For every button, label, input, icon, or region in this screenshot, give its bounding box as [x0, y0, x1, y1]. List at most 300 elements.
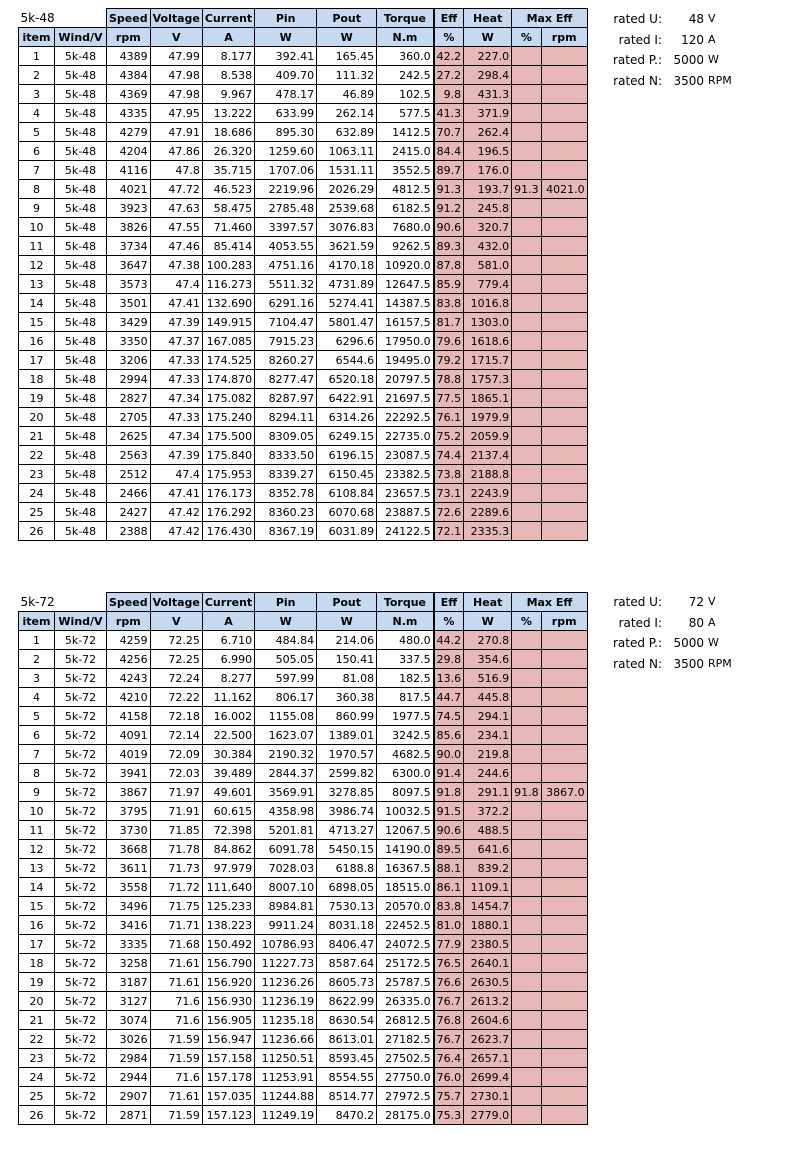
cell-wind: 5k-48 — [55, 66, 107, 85]
cell-voltage: 47.41 — [150, 484, 202, 503]
cell-max-eff-pct: 91.8 — [512, 783, 542, 802]
data-table — [18, 592, 588, 1125]
cell-torque: 4812.5 — [377, 180, 434, 199]
cell-torque: 6300.0 — [377, 764, 434, 783]
rated-unit: RPM — [708, 656, 732, 670]
cell-pout: 2599.82 — [317, 764, 377, 783]
cell-eff: 42.2 — [434, 47, 464, 66]
cell-eff: 76.4 — [434, 1049, 464, 1068]
table-row — [19, 465, 588, 484]
unit-wind: Wind/V — [55, 612, 107, 631]
cell-max-eff-rpm — [541, 631, 587, 650]
rated-label: rated P.: — [612, 636, 662, 650]
cell-pin: 10786.93 — [255, 935, 317, 954]
cell-torque: 10920.0 — [377, 256, 434, 275]
motor-table-5k-72 — [18, 592, 588, 1125]
cell-voltage: 72.18 — [150, 707, 202, 726]
cell-max-eff-rpm — [541, 1011, 587, 1030]
cell-pout: 2026.29 — [317, 180, 377, 199]
cell-item: 24 — [19, 1068, 55, 1087]
cell-torque: 23657.5 — [377, 484, 434, 503]
cell-speed: 3187 — [107, 973, 151, 992]
cell-voltage: 71.97 — [150, 783, 202, 802]
cell-pin: 11236.19 — [255, 992, 317, 1011]
cell-speed: 2388 — [107, 522, 151, 541]
cell-voltage: 47.46 — [150, 237, 202, 256]
cell-wind: 5k-72 — [55, 707, 107, 726]
cell-eff: 29.8 — [434, 650, 464, 669]
cell-voltage: 72.22 — [150, 688, 202, 707]
cell-current: 156.947 — [202, 1030, 254, 1049]
cell-voltage: 71.6 — [150, 1068, 202, 1087]
cell-heat: 2699.4 — [464, 1068, 512, 1087]
cell-current: 6.710 — [202, 631, 254, 650]
table-row — [19, 631, 588, 650]
cell-voltage: 71.59 — [150, 1106, 202, 1125]
cell-max-eff-rpm — [541, 85, 587, 104]
cell-pout: 8613.01 — [317, 1030, 377, 1049]
cell-current: 157.158 — [202, 1049, 254, 1068]
table-row — [19, 1087, 588, 1106]
header-eff: Eff — [434, 9, 464, 28]
unit-pout: W — [317, 28, 377, 47]
cell-speed: 3573 — [107, 275, 151, 294]
cell-torque: 24072.5 — [377, 935, 434, 954]
cell-speed: 3496 — [107, 897, 151, 916]
cell-wind: 5k-48 — [55, 161, 107, 180]
cell-wind: 5k-48 — [55, 256, 107, 275]
cell-heat: 516.9 — [464, 669, 512, 688]
cell-torque: 1977.5 — [377, 707, 434, 726]
header-torque: Torque — [377, 9, 434, 28]
cell-max-eff-pct — [512, 650, 542, 669]
cell-voltage: 47.91 — [150, 123, 202, 142]
cell-voltage: 47.86 — [150, 142, 202, 161]
cell-wind: 5k-48 — [55, 503, 107, 522]
table-row — [19, 1106, 588, 1125]
cell-item: 18 — [19, 954, 55, 973]
cell-current: 85.414 — [202, 237, 254, 256]
cell-torque: 26812.5 — [377, 1011, 434, 1030]
cell-max-eff-rpm — [541, 332, 587, 351]
cell-heat: 320.7 — [464, 218, 512, 237]
cell-speed: 3867 — [107, 783, 151, 802]
cell-pin: 2190.32 — [255, 745, 317, 764]
cell-pin: 633.99 — [255, 104, 317, 123]
cell-current: 157.178 — [202, 1068, 254, 1087]
cell-max-eff-pct — [512, 840, 542, 859]
cell-max-eff-pct — [512, 1011, 542, 1030]
cell-current: 132.690 — [202, 294, 254, 313]
cell-wind: 5k-72 — [55, 1068, 107, 1087]
rated-value: 5000 — [673, 53, 704, 67]
rated-unit: V — [708, 595, 716, 608]
cell-pout: 8514.77 — [317, 1087, 377, 1106]
cell-torque: 182.5 — [377, 669, 434, 688]
cell-speed: 3826 — [107, 218, 151, 237]
cell-pout: 6108.84 — [317, 484, 377, 503]
cell-item: 17 — [19, 351, 55, 370]
cell-pin: 895.30 — [255, 123, 317, 142]
cell-max-eff-pct — [512, 389, 542, 408]
cell-current: 116.273 — [202, 275, 254, 294]
cell-heat: 2380.5 — [464, 935, 512, 954]
cell-torque: 27750.0 — [377, 1068, 434, 1087]
cell-heat: 488.5 — [464, 821, 512, 840]
cell-max-eff-pct — [512, 764, 542, 783]
cell-torque: 24122.5 — [377, 522, 434, 541]
rated-label: rated N: — [613, 73, 662, 88]
cell-speed: 3730 — [107, 821, 151, 840]
cell-max-eff-rpm: 3867.0 — [541, 783, 587, 802]
table-title: 5k-72 — [19, 593, 107, 612]
cell-max-eff-pct — [512, 47, 542, 66]
cell-pout: 1389.01 — [317, 726, 377, 745]
cell-voltage: 71.71 — [150, 916, 202, 935]
cell-pin: 8287.97 — [255, 389, 317, 408]
cell-item: 4 — [19, 688, 55, 707]
unit-voltage: V — [150, 28, 202, 47]
cell-max-eff-rpm — [541, 237, 587, 256]
cell-speed: 3558 — [107, 878, 151, 897]
cell-item: 20 — [19, 408, 55, 427]
table-row — [19, 650, 588, 669]
cell-max-eff-pct — [512, 313, 542, 332]
table-row — [19, 85, 588, 104]
unit-heat: W — [464, 28, 512, 47]
cell-pout: 632.89 — [317, 123, 377, 142]
rated-value: 5000 — [673, 636, 704, 650]
cell-pout: 111.32 — [317, 66, 377, 85]
rated-row — [600, 30, 748, 51]
unit-current: A — [202, 28, 254, 47]
cell-current: 156.905 — [202, 1011, 254, 1030]
cell-max-eff-rpm — [541, 1087, 587, 1106]
cell-heat: 2640.1 — [464, 954, 512, 973]
cell-speed: 3026 — [107, 1030, 151, 1049]
cell-item: 11 — [19, 237, 55, 256]
cell-voltage: 47.55 — [150, 218, 202, 237]
cell-max-eff-rpm: 4021.0 — [541, 180, 587, 199]
cell-wind: 5k-72 — [55, 764, 107, 783]
cell-wind: 5k-72 — [55, 1049, 107, 1068]
cell-voltage: 47.63 — [150, 199, 202, 218]
cell-pin: 8309.05 — [255, 427, 317, 446]
cell-item: 17 — [19, 935, 55, 954]
cell-max-eff-pct — [512, 408, 542, 427]
table-row — [19, 802, 588, 821]
header-max-eff: Max Eff — [512, 593, 588, 612]
cell-max-eff-pct — [512, 427, 542, 446]
cell-item: 19 — [19, 973, 55, 992]
rated-values-5k-48 — [600, 9, 748, 91]
cell-torque: 3242.5 — [377, 726, 434, 745]
table-row — [19, 1030, 588, 1049]
cell-current: 84.862 — [202, 840, 254, 859]
cell-heat: 445.8 — [464, 688, 512, 707]
cell-item: 6 — [19, 142, 55, 161]
cell-pout: 3278.85 — [317, 783, 377, 802]
cell-pout: 6314.26 — [317, 408, 377, 427]
cell-max-eff-pct — [512, 726, 542, 745]
cell-torque: 23087.5 — [377, 446, 434, 465]
cell-pin: 11250.51 — [255, 1049, 317, 1068]
table-row — [19, 1068, 588, 1087]
cell-max-eff-rpm — [541, 973, 587, 992]
cell-max-eff-rpm — [541, 465, 587, 484]
cell-speed: 3335 — [107, 935, 151, 954]
table-row — [19, 897, 588, 916]
cell-current: 46.523 — [202, 180, 254, 199]
cell-item: 25 — [19, 503, 55, 522]
cell-max-eff-pct — [512, 992, 542, 1011]
cell-torque: 25787.5 — [377, 973, 434, 992]
cell-wind: 5k-72 — [55, 992, 107, 1011]
unit-heat: W — [464, 612, 512, 631]
cell-item: 9 — [19, 783, 55, 802]
cell-pout: 8630.54 — [317, 1011, 377, 1030]
rated-row — [600, 71, 748, 92]
cell-heat: 2630.5 — [464, 973, 512, 992]
cell-speed: 3647 — [107, 256, 151, 275]
cell-pout: 6196.15 — [317, 446, 377, 465]
cell-max-eff-rpm — [541, 408, 587, 427]
cell-wind: 5k-48 — [55, 180, 107, 199]
table-row — [19, 821, 588, 840]
cell-max-eff-rpm — [541, 745, 587, 764]
cell-speed: 3611 — [107, 859, 151, 878]
cell-eff: 75.3 — [434, 1106, 464, 1125]
cell-wind: 5k-48 — [55, 313, 107, 332]
cell-heat: 219.8 — [464, 745, 512, 764]
unit-speed: rpm — [107, 612, 151, 631]
cell-speed: 3350 — [107, 332, 151, 351]
rated-row — [600, 50, 748, 71]
header-pin: Pin — [255, 9, 317, 28]
cell-heat: 431.3 — [464, 85, 512, 104]
cell-current: 8.277 — [202, 669, 254, 688]
cell-pout: 7530.13 — [317, 897, 377, 916]
rated-label: rated N: — [613, 656, 662, 671]
cell-current: 175.240 — [202, 408, 254, 427]
table-row — [19, 503, 588, 522]
table-row — [19, 218, 588, 237]
cell-current: 138.223 — [202, 916, 254, 935]
cell-heat: 1880.1 — [464, 916, 512, 935]
cell-item: 25 — [19, 1087, 55, 1106]
cell-max-eff-pct — [512, 1087, 542, 1106]
cell-speed: 4384 — [107, 66, 151, 85]
cell-max-eff-pct — [512, 1068, 542, 1087]
cell-current: 8.538 — [202, 66, 254, 85]
cell-eff: 81.7 — [434, 313, 464, 332]
table-row — [19, 275, 588, 294]
cell-pin: 1623.07 — [255, 726, 317, 745]
table-row — [19, 408, 588, 427]
table-row — [19, 389, 588, 408]
cell-torque: 102.5 — [377, 85, 434, 104]
cell-item: 11 — [19, 821, 55, 840]
cell-max-eff-rpm — [541, 313, 587, 332]
cell-item: 7 — [19, 161, 55, 180]
cell-max-eff-pct — [512, 256, 542, 275]
cell-pout: 81.08 — [317, 669, 377, 688]
cell-eff: 85.9 — [434, 275, 464, 294]
cell-max-eff-rpm — [541, 446, 587, 465]
cell-pout: 5450.15 — [317, 840, 377, 859]
cell-torque: 25172.5 — [377, 954, 434, 973]
cell-item: 3 — [19, 85, 55, 104]
cell-torque: 8097.5 — [377, 783, 434, 802]
cell-torque: 14387.5 — [377, 294, 434, 313]
unit-max-eff-rpm: rpm — [541, 28, 587, 47]
cell-item: 22 — [19, 1030, 55, 1049]
cell-wind: 5k-72 — [55, 916, 107, 935]
cell-wind: 5k-72 — [55, 631, 107, 650]
cell-wind: 5k-72 — [55, 897, 107, 916]
cell-pout: 8622.99 — [317, 992, 377, 1011]
cell-item: 13 — [19, 859, 55, 878]
rated-unit: A — [708, 615, 716, 629]
cell-voltage: 47.4 — [150, 275, 202, 294]
cell-voltage: 47.33 — [150, 370, 202, 389]
table-row — [19, 669, 588, 688]
cell-max-eff-rpm — [541, 142, 587, 161]
cell-max-eff-rpm — [541, 1106, 587, 1125]
unit-max-eff-pct: % — [512, 612, 542, 631]
cell-voltage: 71.59 — [150, 1049, 202, 1068]
cell-pout: 8554.55 — [317, 1068, 377, 1087]
cell-max-eff-rpm — [541, 370, 587, 389]
cell-max-eff-pct — [512, 275, 542, 294]
cell-wind: 5k-48 — [55, 370, 107, 389]
cell-max-eff-rpm — [541, 218, 587, 237]
cell-torque: 22452.5 — [377, 916, 434, 935]
cell-max-eff-rpm — [541, 840, 587, 859]
cell-item: 10 — [19, 218, 55, 237]
cell-torque: 242.5 — [377, 66, 434, 85]
cell-torque: 28175.0 — [377, 1106, 434, 1125]
cell-item: 2 — [19, 650, 55, 669]
cell-eff: 75.7 — [434, 1087, 464, 1106]
cell-voltage: 71.61 — [150, 954, 202, 973]
table-row — [19, 726, 588, 745]
cell-item: 18 — [19, 370, 55, 389]
rated-unit: W — [708, 636, 719, 649]
cell-heat: 234.1 — [464, 726, 512, 745]
cell-current: 176.430 — [202, 522, 254, 541]
cell-speed: 2994 — [107, 370, 151, 389]
cell-max-eff-pct — [512, 332, 542, 351]
cell-pout: 8031.18 — [317, 916, 377, 935]
cell-eff: 91.3 — [434, 180, 464, 199]
cell-torque: 22735.0 — [377, 427, 434, 446]
cell-speed: 2705 — [107, 408, 151, 427]
cell-pout: 6296.6 — [317, 332, 377, 351]
cell-current: 9.967 — [202, 85, 254, 104]
table-row — [19, 878, 588, 897]
cell-max-eff-rpm — [541, 764, 587, 783]
cell-speed: 3923 — [107, 199, 151, 218]
cell-pout: 6898.05 — [317, 878, 377, 897]
header-pout: Pout — [317, 593, 377, 612]
cell-current: 8.177 — [202, 47, 254, 66]
cell-heat: 1979.9 — [464, 408, 512, 427]
cell-item: 9 — [19, 199, 55, 218]
cell-max-eff-rpm — [541, 650, 587, 669]
cell-item: 2 — [19, 66, 55, 85]
cell-max-eff-rpm — [541, 916, 587, 935]
cell-speed: 2944 — [107, 1068, 151, 1087]
rated-value: 3500 — [673, 73, 704, 88]
cell-heat: 2335.3 — [464, 522, 512, 541]
cell-heat: 1865.1 — [464, 389, 512, 408]
cell-speed: 2827 — [107, 389, 151, 408]
cell-pout: 5274.41 — [317, 294, 377, 313]
unit-wind: Wind/V — [55, 28, 107, 47]
table-row — [19, 47, 588, 66]
cell-pin: 11244.88 — [255, 1087, 317, 1106]
cell-pin: 7915.23 — [255, 332, 317, 351]
cell-item: 6 — [19, 726, 55, 745]
cell-wind: 5k-48 — [55, 47, 107, 66]
cell-heat: 193.7 — [464, 180, 512, 199]
cell-heat: 2623.7 — [464, 1030, 512, 1049]
cell-pout: 6150.45 — [317, 465, 377, 484]
cell-item: 5 — [19, 707, 55, 726]
cell-pout: 360.38 — [317, 688, 377, 707]
cell-current: 13.222 — [202, 104, 254, 123]
cell-max-eff-rpm — [541, 351, 587, 370]
cell-eff: 27.2 — [434, 66, 464, 85]
cell-pin: 8294.11 — [255, 408, 317, 427]
cell-item: 21 — [19, 1011, 55, 1030]
cell-max-eff-rpm — [541, 123, 587, 142]
cell-max-eff-pct — [512, 370, 542, 389]
cell-max-eff-pct — [512, 351, 542, 370]
cell-eff: 76.0 — [434, 1068, 464, 1087]
unit-item: item — [19, 28, 55, 47]
cell-max-eff-rpm — [541, 275, 587, 294]
cell-heat: 1303.0 — [464, 313, 512, 332]
cell-speed: 4021 — [107, 180, 151, 199]
cell-torque: 7680.0 — [377, 218, 434, 237]
cell-speed: 4259 — [107, 631, 151, 650]
cell-torque: 12647.5 — [377, 275, 434, 294]
cell-item: 10 — [19, 802, 55, 821]
cell-pin: 6291.16 — [255, 294, 317, 313]
cell-item: 16 — [19, 916, 55, 935]
table-row — [19, 973, 588, 992]
cell-wind: 5k-72 — [55, 973, 107, 992]
cell-current: 22.500 — [202, 726, 254, 745]
cell-max-eff-pct — [512, 123, 542, 142]
cell-speed: 4256 — [107, 650, 151, 669]
cell-heat: 2613.2 — [464, 992, 512, 1011]
cell-current: 6.990 — [202, 650, 254, 669]
cell-wind: 5k-72 — [55, 688, 107, 707]
cell-item: 8 — [19, 764, 55, 783]
cell-pin: 2785.48 — [255, 199, 317, 218]
cell-pin: 8360.23 — [255, 503, 317, 522]
cell-max-eff-rpm — [541, 256, 587, 275]
cell-torque: 4682.5 — [377, 745, 434, 764]
cell-wind: 5k-72 — [55, 1030, 107, 1049]
cell-speed: 3074 — [107, 1011, 151, 1030]
cell-max-eff-rpm — [541, 427, 587, 446]
cell-current: 35.715 — [202, 161, 254, 180]
cell-pout: 8470.2 — [317, 1106, 377, 1125]
